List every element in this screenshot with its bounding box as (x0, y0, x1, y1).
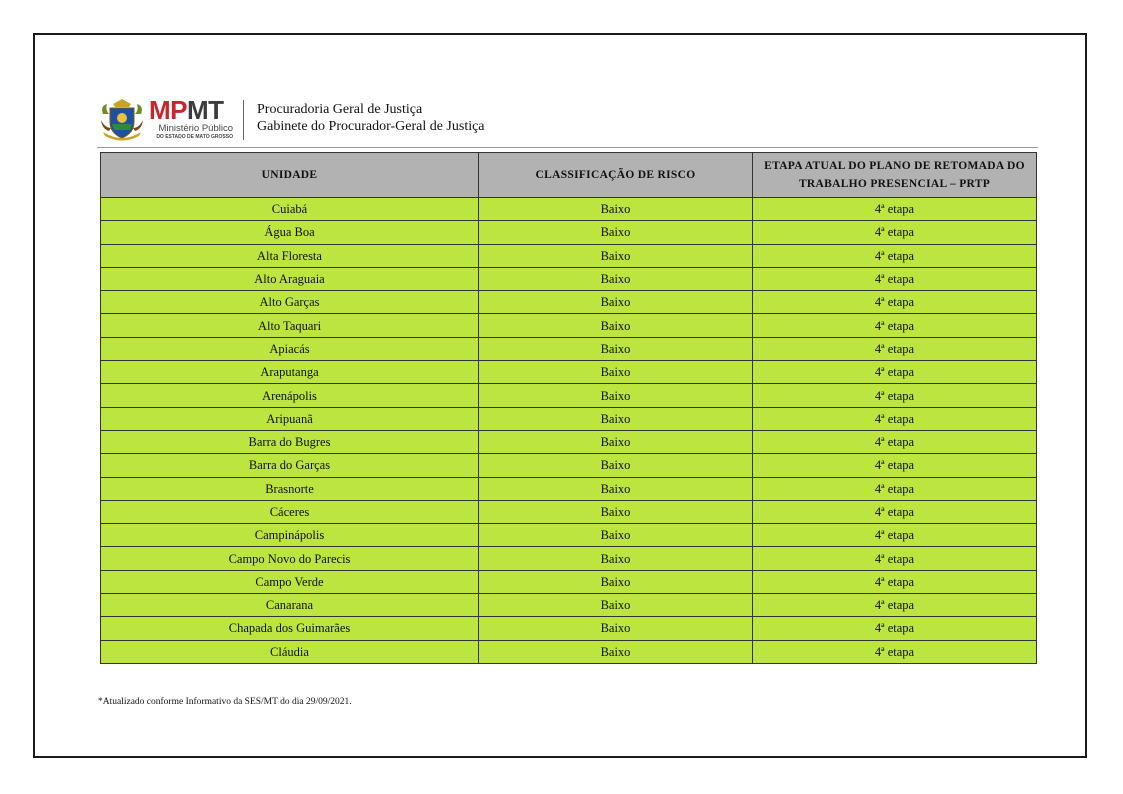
risk-table (100, 152, 1037, 664)
logo-subtitle: Ministério Público (158, 123, 233, 134)
table-row (101, 221, 1037, 244)
cell-etapa: 4ª etapa (753, 291, 1037, 314)
cell-classificacao: Baixo (479, 500, 753, 523)
cell-unidade: Aripuanã (101, 407, 479, 430)
cell-classificacao: Baixo (479, 314, 753, 337)
cell-unidade: Barra do Garças (101, 454, 479, 477)
cell-etapa: 4ª etapa (753, 640, 1037, 663)
logo-brand (149, 96, 237, 124)
cell-classificacao: Baixo (479, 430, 753, 453)
document-header (97, 96, 1037, 146)
table-row (101, 430, 1037, 453)
table-header-row (101, 153, 1037, 198)
cell-unidade: Alto Taquari (101, 314, 479, 337)
logo-brand-mp: MP (149, 95, 187, 125)
cell-etapa: 4ª etapa (753, 198, 1037, 221)
cell-unidade: Cuiabá (101, 198, 479, 221)
cell-unidade: Alto Araguaia (101, 267, 479, 290)
footnote: *Atualizado conforme Informativo da SES/MT do dia 29/09/2021. (98, 697, 352, 707)
cell-classificacao: Baixo (479, 244, 753, 267)
cell-etapa: 4ª etapa (753, 244, 1037, 267)
cell-etapa: 4ª etapa (753, 430, 1037, 453)
cell-classificacao: Baixo (479, 617, 753, 640)
header-rule (97, 147, 1038, 148)
cell-unidade: Araputanga (101, 361, 479, 384)
cell-etapa: 4ª etapa (753, 500, 1037, 523)
table-row (101, 407, 1037, 430)
cell-classificacao: Baixo (479, 640, 753, 663)
mpmt-logo (97, 96, 237, 144)
cell-etapa: 4ª etapa (753, 407, 1037, 430)
table-row (101, 361, 1037, 384)
cell-unidade: Alta Floresta (101, 244, 479, 267)
cell-unidade: Campo Verde (101, 570, 479, 593)
cell-etapa: 4ª etapa (753, 221, 1037, 244)
cell-classificacao: Baixo (479, 407, 753, 430)
cell-classificacao: Baixo (479, 221, 753, 244)
cell-etapa: 4ª etapa (753, 594, 1037, 617)
header-line-1: Procuradoria Geral de Justiça (257, 102, 423, 117)
table-row (101, 267, 1037, 290)
column-header-etapa: ETAPA ATUAL DO PLANO DE RETOMADA DO TRABALHO PRESENCIAL – PRTP (753, 153, 1037, 198)
cell-unidade: Barra do Bugres (101, 430, 479, 453)
logo-subtitle-state: DO ESTADO DE MATO GROSSO (156, 134, 233, 140)
table-row (101, 198, 1037, 221)
table-row (101, 524, 1037, 547)
header-line-2: Gabinete do Procurador-Geral de Justiça (257, 119, 485, 134)
cell-unidade: Brasnorte (101, 477, 479, 500)
cell-unidade: Canarana (101, 594, 479, 617)
cell-etapa: 4ª etapa (753, 337, 1037, 360)
cell-unidade: Campinápolis (101, 524, 479, 547)
cell-classificacao: Baixo (479, 198, 753, 221)
cell-unidade: Chapada dos Guimarães (101, 617, 479, 640)
cell-unidade: Cláudia (101, 640, 479, 663)
table-row (101, 454, 1037, 477)
header-divider (243, 100, 244, 140)
table-row (101, 314, 1037, 337)
table-row (101, 594, 1037, 617)
table-row (101, 244, 1037, 267)
cell-etapa: 4ª etapa (753, 314, 1037, 337)
logo-brand-mt: MT (187, 95, 224, 125)
table-row (101, 500, 1037, 523)
table-row (101, 477, 1037, 500)
cell-unidade: Campo Novo do Parecis (101, 547, 479, 570)
cell-etapa: 4ª etapa (753, 384, 1037, 407)
cell-classificacao: Baixo (479, 384, 753, 407)
cell-etapa: 4ª etapa (753, 361, 1037, 384)
table-row (101, 337, 1037, 360)
cell-classificacao: Baixo (479, 570, 753, 593)
cell-classificacao: Baixo (479, 337, 753, 360)
cell-etapa: 4ª etapa (753, 477, 1037, 500)
cell-classificacao: Baixo (479, 361, 753, 384)
table-row (101, 617, 1037, 640)
cell-classificacao: Baixo (479, 547, 753, 570)
table-body (101, 198, 1037, 664)
cell-unidade: Alto Garças (101, 291, 479, 314)
coat-of-arms-icon (99, 98, 145, 142)
cell-etapa: 4ª etapa (753, 524, 1037, 547)
cell-etapa: 4ª etapa (753, 267, 1037, 290)
header-text (257, 101, 485, 135)
cell-etapa: 4ª etapa (753, 570, 1037, 593)
table-row (101, 291, 1037, 314)
column-header-classificacao: CLASSIFICAÇÃO DE RISCO (479, 153, 753, 198)
table-row (101, 547, 1037, 570)
cell-classificacao: Baixo (479, 594, 753, 617)
cell-unidade: Apiacás (101, 337, 479, 360)
logo-wordmark (149, 96, 237, 144)
cell-unidade: Cáceres (101, 500, 479, 523)
table-row (101, 640, 1037, 663)
column-header-unidade: UNIDADE (101, 153, 479, 198)
cell-etapa: 4ª etapa (753, 617, 1037, 640)
cell-classificacao: Baixo (479, 477, 753, 500)
table-row (101, 570, 1037, 593)
table-row (101, 384, 1037, 407)
cell-classificacao: Baixo (479, 291, 753, 314)
cell-classificacao: Baixo (479, 454, 753, 477)
cell-unidade: Água Boa (101, 221, 479, 244)
cell-etapa: 4ª etapa (753, 547, 1037, 570)
cell-etapa: 4ª etapa (753, 454, 1037, 477)
cell-classificacao: Baixo (479, 267, 753, 290)
cell-classificacao: Baixo (479, 524, 753, 547)
cell-unidade: Arenápolis (101, 384, 479, 407)
